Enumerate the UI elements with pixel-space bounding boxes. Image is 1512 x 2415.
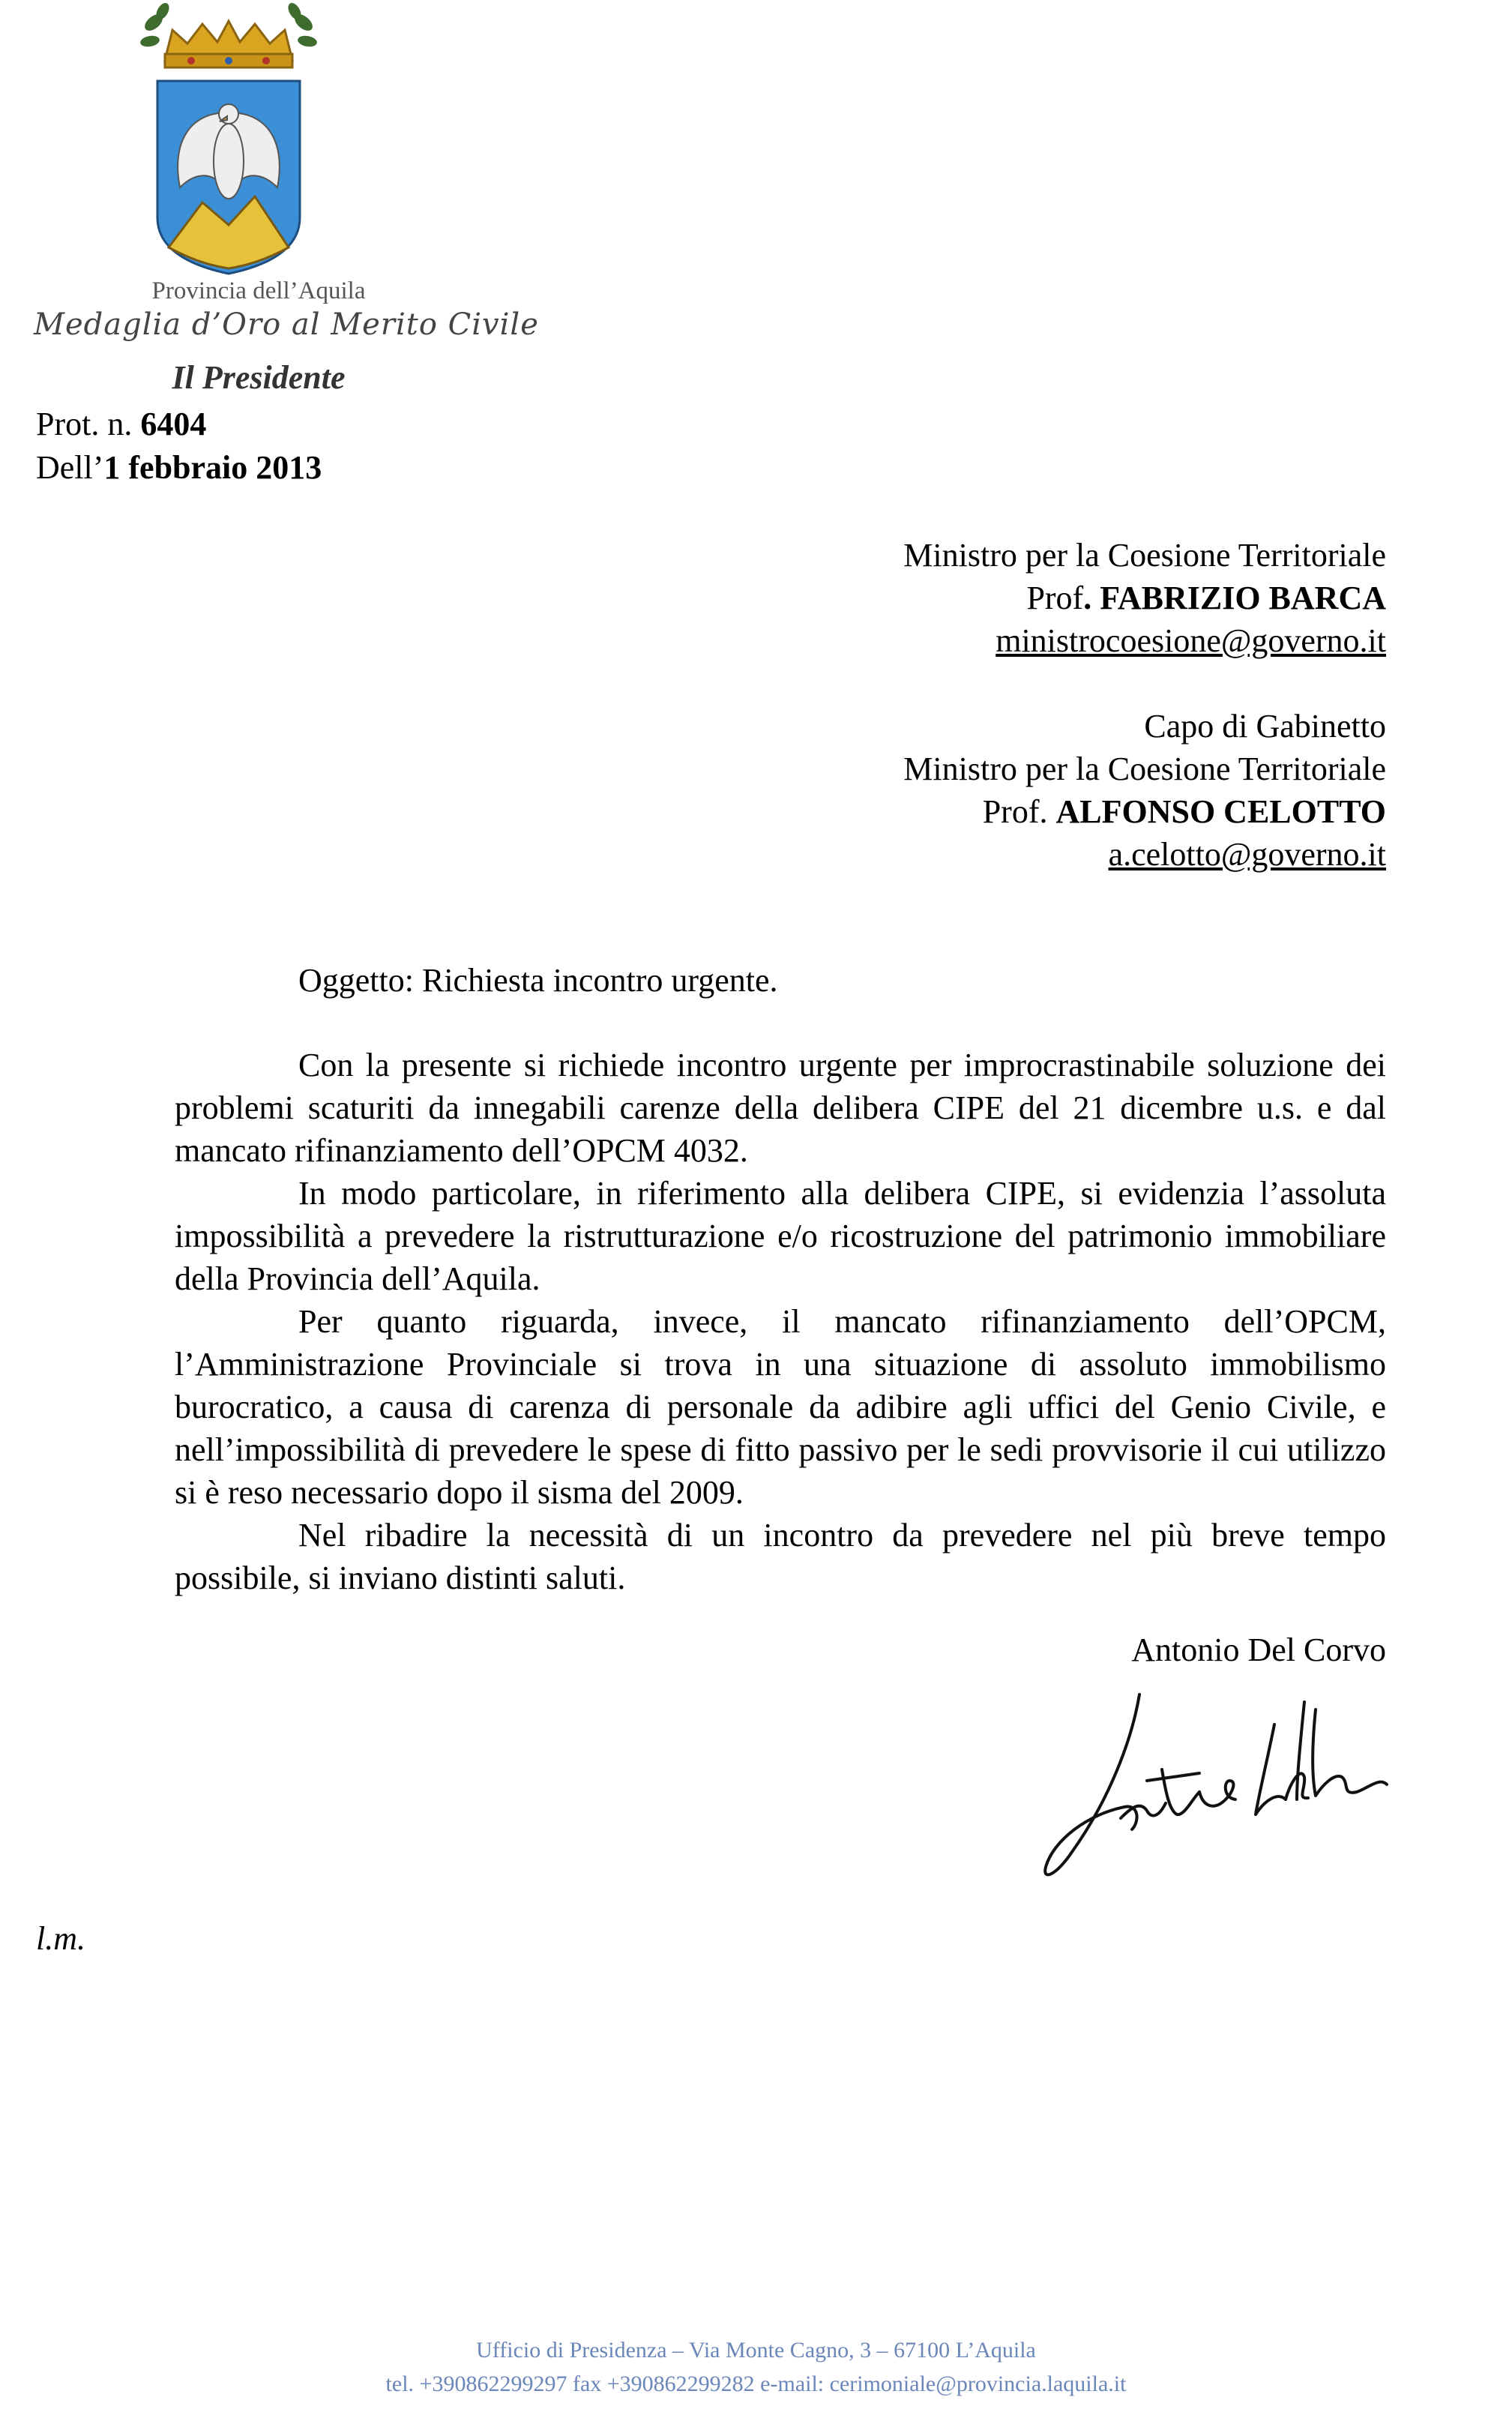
protocol-label: Prot. n. (36, 406, 133, 442)
footer-contacts: tel. +390862299297 fax +390862299282 e-mail: cerimoniale@provincia.laquila.it (385, 2372, 1127, 2396)
recipient-title: Prof. (982, 793, 1048, 830)
protocol-date (36, 448, 322, 487)
recipient-title: Prof (1026, 580, 1084, 616)
province-name: Provincia dell’Aquila (151, 277, 366, 304)
shield-icon (157, 81, 300, 274)
letter-body (175, 1044, 1386, 1599)
date-value: 1 febbraio 2013 (103, 449, 322, 486)
recipient-name: ALFONSO CELOTTO (1055, 793, 1386, 830)
protocol-number (36, 405, 206, 443)
typist-initials: l.m. (36, 1920, 85, 1957)
recipient-name-line (903, 790, 1386, 833)
recipient-block-chief-of-staff (903, 705, 1386, 876)
recipient-email-link[interactable]: ministrocoesione@governo.it (996, 622, 1386, 659)
body-paragraph: Nel ribadire la necessità di un incontro da prevedere nel più breve tempo possibile, si inviano distinti saluti. (175, 1517, 1386, 1596)
medal-caption: Medaglia d’Oro al Merito Civile (34, 307, 539, 342)
crown-icon (165, 21, 292, 67)
date-prefix: Dell’ (36, 449, 104, 486)
recipient-name: . FABRIZIO BARCA (1083, 580, 1386, 616)
signer-name: Antonio Del Corvo (1131, 1631, 1386, 1668)
protocol-value: 6404 (140, 406, 207, 442)
body-paragraph: Con la presente si richiede incontro urgente per improcrastinabile soluzione dei problemi scaturiti da innegabili carenze della delibera CIPE del 21 dicembre u.s. e dal mancato rifinanziamento dell’OPCM 4032. (175, 1047, 1386, 1169)
body-paragraph: In modo particolare, in riferimento alla delibera CIPE, si evidenzia l’assoluta impossibilità a prevedere la ristrutturazione e/o ricostruzione del patrimonio immobiliare della Provincia dell’Aquila. (175, 1175, 1386, 1297)
president-title: Il Presidente (172, 359, 346, 396)
footer-address: Ufficio di Presidenza – Via Monte Cagno, 3 – 67100 L’Aquila (476, 2338, 1036, 2363)
recipient-email-link[interactable]: a.celotto@governo.it (1108, 836, 1386, 873)
body-paragraph: Per quanto riguarda, invece, il mancato rifinanziamento dell’OPCM, l’Amministrazione Provinciale si trova in una situazione di assoluto immobilismo burocratico, a causa di carenza di personale da adibire agli uffici del Genio Civile, e nell’impossibilità di prevedere le spese di fitto passivo per le sedi provvisorie il cui utilizzo si è reso necessario dopo il sisma del 2009. (175, 1303, 1386, 1511)
recipient-role: Ministro per la Coesione Territoriale (903, 751, 1386, 787)
coat-of-arms-icon (139, 0, 319, 277)
recipient-block-minister (903, 534, 1386, 662)
handwritten-signature (1027, 1679, 1394, 1897)
recipient-role: Ministro per la Coesione Territoriale (903, 537, 1386, 574)
recipient-office: Capo di Gabinetto (1144, 708, 1386, 745)
letter-subject: Oggetto: Richiesta incontro urgente. (298, 962, 778, 999)
recipient-name-line (903, 577, 1386, 619)
